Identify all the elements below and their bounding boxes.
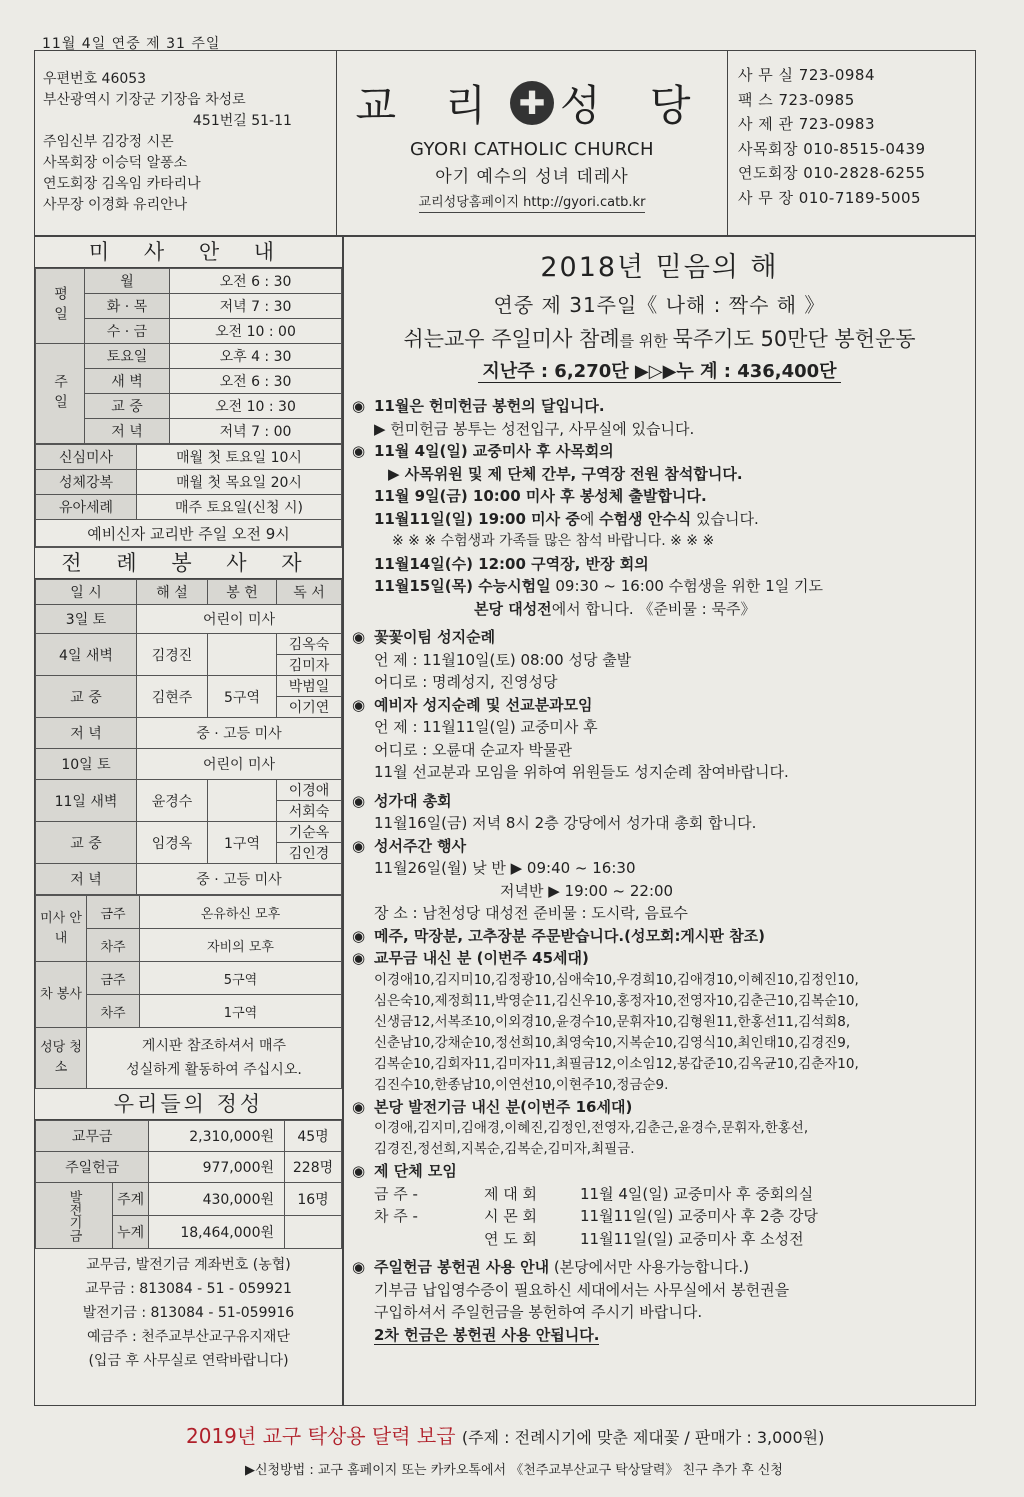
rosary-part-a: 쉬는교우 주일미사 참례: [403, 327, 620, 351]
calendar-apply-method: ▶신청방법 : 교구 홈페이지 또는 카카오톡에서 《천주교부산교구 탁상달력》 친구 추가 후 신청: [245, 1463, 783, 1478]
logo-text-right: 성 당: [560, 81, 709, 130]
cleaning-value: 5구역: [140, 962, 342, 995]
year-title: 2018년 믿음의 해: [540, 252, 779, 283]
development-donor-list: [352, 1118, 972, 1160]
notice-3-title: ◉ 꽃꽃이팀 성지순례: [352, 628, 496, 646]
right-column: [343, 236, 976, 1406]
week-label: 금주: [87, 962, 140, 995]
mass-time: 저녁 7 : 00: [170, 419, 342, 444]
server-date: 10일 토: [36, 749, 137, 780]
mass-day: 월: [85, 269, 170, 294]
mass-day: 저 녁: [85, 419, 170, 444]
staff-4: 사무장 이경화 유리안나: [43, 197, 188, 213]
mass-time: 저녁 7 : 30: [170, 294, 342, 319]
server-date: 교 중: [36, 676, 137, 718]
server-commentator: 김현주: [137, 676, 208, 718]
notice-4-title: ◉ 예비자 성지순례 및 선교분과모임: [352, 695, 593, 714]
notice-2-detail: ▶ 사목위원 및 제 단체 간부, 구역장 전원 참석합니다.: [388, 464, 743, 483]
col-header: 봉 헌: [208, 580, 277, 605]
offering-amount: 2,310,000원: [149, 1121, 285, 1152]
server-reader: 서회숙: [277, 801, 342, 822]
account-line: 예금주 : 천주교부산교구유지재단: [87, 1329, 290, 1345]
offering-amount: 977,000원: [149, 1152, 285, 1183]
notice-6-line: 저녁반 ▶ 19:00 ~ 22:00: [500, 881, 674, 900]
left-column: [34, 236, 343, 1406]
staff-1: 주임신부 김강정 시몬: [43, 134, 174, 150]
phone-yeondo-chair: 연도회장 010-2828-6255: [738, 164, 926, 182]
cross-icon: ✚: [510, 81, 554, 125]
notice-4-line: 언 제 : 11월11일(일) 교중미사 후: [374, 718, 598, 736]
notice-9-title: ◉ 본당 발전기금 내신 분(이번주 16세대): [352, 1097, 633, 1116]
phone-secretary: 사 무 장 010-7189-5005: [738, 188, 922, 207]
offering-count: 45명: [285, 1121, 342, 1152]
church-cleaning-line-1: 게시판 참조하셔서 매주: [141, 1038, 287, 1054]
tithe-donor-list: [352, 970, 972, 1096]
church-logo: [337, 73, 727, 133]
server-merged: 중 · 고등 미사: [137, 864, 342, 895]
rosary-part-b: 를 위한: [619, 332, 673, 350]
notice-3-line: 언 제 : 11월10일(토) 08:00 성당 출발: [374, 650, 632, 669]
server-commentator: 임경옥: [137, 822, 208, 864]
special-mass-time: 매월 첫 목요일 20시: [137, 470, 342, 495]
mass-time: 오전 6 : 30: [170, 269, 342, 294]
calendar-promo-title: 2019년 교구 탁상용 달력 보급: [186, 1424, 456, 1448]
server-offertory: [208, 780, 277, 822]
calendar-promo: [186, 1420, 824, 1449]
notice-2-title-text: 11월 4일(일) 교중미사 후 사목회의: [374, 442, 614, 460]
phone-fax: 팩 스 723-0985: [738, 90, 855, 109]
server-commentator: 윤경수: [137, 780, 208, 822]
patron-saint: 아기 예수의 성녀 데레사: [435, 167, 629, 187]
offering-count: [285, 1216, 342, 1249]
donor-line: 이경애10,김지미10,김정광10,심애숙10,우경희10,김애경10,이혜진10,김정인10,: [374, 971, 859, 988]
donor-line: 이경애,김지미,김애경,이혜진,김정인,전영자,김춘근,윤경수,문휘자,한홍선,: [374, 1120, 809, 1136]
offering-amount: 18,464,000원: [149, 1216, 285, 1249]
catechumen-class: 예비신자 교리반 주일 오전 9시: [36, 520, 342, 547]
notice-5-line: 11월16일(금) 저녁 8시 2층 강당에서 성가대 총회 합니다.: [374, 814, 757, 832]
group-meetings: [352, 1183, 972, 1251]
phone-directory: [727, 51, 977, 235]
notice-2-line-4: 11월11일(일) 19:00 미사 중에 수험생 안수식 있습니다.: [374, 509, 759, 528]
notice-10-title: ◉ 제 단체 모임: [352, 1162, 457, 1180]
cleaning-label: 차 봉사: [36, 962, 87, 1028]
col-header: 일 시: [36, 580, 137, 605]
notice-2-line-5: ※ ※ ※ 수험생과 가족들 많은 참석 바랍니다. ※ ※ ※: [392, 533, 715, 549]
phone-pastoral-chair: 사목회장 010-8515-0439: [738, 139, 926, 158]
week-label: 차주: [87, 929, 140, 962]
account-line: 교무금, 발전기금 계좌번호 (농협): [86, 1257, 291, 1273]
issue-date-line: 11월 4일 연중 제 31 주일: [42, 36, 221, 52]
group-meeting-row: 차 주 - 시 몬 회 11월11일(일) 교중미사 후 2층 강당: [374, 1207, 818, 1225]
notice-2-line-3: 11월 9일(금) 10:00 미사 후 봉성체 출발합니다.: [374, 487, 707, 505]
church-english-name: GYORI CATHOLIC CHURCH: [409, 139, 655, 160]
address-line-2: 451번길 51-11: [193, 113, 292, 129]
mass-time: 오전 10 : 00: [170, 319, 342, 344]
server-reader: 이기연: [277, 697, 342, 718]
liturgy-servers-table: [35, 579, 342, 895]
notice-8-title: ◉ 교무금 내신 분 (이번주 45세대): [352, 949, 589, 967]
special-mass-label: 신심미사: [36, 445, 137, 470]
offering-count: 16명: [285, 1183, 342, 1216]
donor-line: 신생금12,서복조10,이외경10,윤경수10,문휘자10,김형원11,한홍선11,김석희8,: [374, 1013, 851, 1030]
notice-5-title-text: 성가대 총회: [374, 791, 452, 810]
notice-7-title: ◉ 메주, 막장분, 고추장분 주문받습니다.(성모회:게시판 참조): [352, 926, 765, 945]
mass-time: 오후 4 : 30: [170, 344, 342, 369]
mass-day: 화 · 목: [85, 294, 170, 319]
account-line: 교무금 : 813084 - 51 - 059921: [85, 1281, 292, 1297]
rosary-part-c: 묵주기도 50만단 봉헌운동: [672, 327, 916, 351]
mass-notice-value: 온유하신 모후: [140, 896, 342, 929]
notice-3-title-text: 꽃꽃이팀 성지순례: [374, 628, 496, 646]
offering-label: 주일헌금: [36, 1152, 149, 1183]
calendar-promo-detail: (주제 : 전례시기에 맞춘 제대꽃 / 판매가 : 3,000원): [461, 1428, 825, 1447]
notice-11-title: ◉ 주일헌금 봉헌권 사용 안내 (본당에서만 사용가능합니다.): [352, 1258, 749, 1276]
notice-6-line: 11월26일(월) 낮 반 ▶ 09:40 ~ 16:30: [374, 859, 636, 877]
notice-10-title-text: 제 단체 모임: [374, 1162, 457, 1180]
server-reader: 기순옥: [277, 822, 342, 843]
special-mass-label: 유아세례: [36, 495, 137, 520]
homepage-link[interactable]: 교리성당홈페이지 http://gyori.catb.kr: [419, 191, 646, 213]
staff-2: 사목회장 이승덕 알퐁소: [43, 155, 188, 171]
notice-11-line: 기부금 납입영수증이 필요하신 세대에서는 사무실에서 봉헌권을: [374, 1280, 790, 1299]
notice-2-line-8: 본당 대성전에서 합니다. 《준비물 : 묵주》: [474, 599, 756, 618]
church-info: [35, 51, 337, 235]
notice-6-title: ◉ 성서주간 행사: [352, 836, 467, 855]
server-commentator: 김경진: [137, 634, 208, 676]
server-merged: 중 · 고등 미사: [137, 718, 342, 749]
notice-11-line-3: 2차 헌금은 봉헌권 사용 안됩니다.: [374, 1325, 600, 1344]
notice-list: [352, 395, 972, 1346]
week-title: 연중 제 31주일《 나해 : 짝수 해 》: [493, 293, 826, 317]
offering-label: 주계: [113, 1183, 149, 1216]
server-offertory: 5구역: [208, 676, 277, 718]
offering-title: 우리들의 정성: [35, 1089, 342, 1120]
donor-line: 심은숙10,제정희11,박영순11,김신우10,홍정자10,전영자10,김춘근10,김복순10,: [374, 992, 859, 1009]
offering-table: [35, 1120, 342, 1249]
notice-11-title-text: 주일헌금 봉헌권 사용 안내: [374, 1258, 550, 1276]
church-logo-block: [337, 51, 727, 235]
donor-line: 김진수10,한종남10,이연선10,이현주10,정금순9.: [374, 1076, 669, 1093]
server-reader: 이경애: [277, 780, 342, 801]
development-fund-label: 발전기금: [36, 1183, 113, 1249]
server-reader: 김옥숙: [277, 634, 342, 655]
server-merged: 어린이 미사: [137, 749, 342, 780]
sunday-label: 주일: [36, 344, 85, 444]
account-line: (입금 후 사무실로 연락바랍니다): [88, 1353, 289, 1369]
church-cleaning-line-2: 성실하게 활동하여 주십시오.: [126, 1062, 302, 1078]
special-mass-time: 매주 토요일(신청 시): [137, 495, 342, 520]
weekday-label: 평일: [36, 269, 85, 344]
rosary-campaign: [344, 323, 975, 353]
mass-time: 오전 10 : 30: [170, 394, 342, 419]
account-line: 발전기금 : 813084 - 51-059916: [82, 1305, 295, 1321]
server-offertory: [208, 634, 277, 676]
donor-line: 김경진,정선희,지복순,김복순,김미자,최필금.: [374, 1141, 635, 1157]
server-reader: 김미자: [277, 655, 342, 676]
church-cleaning-text: [87, 1028, 342, 1089]
donor-line: 신춘남10,강채순10,정선희10,최영숙10,지복순10,김영식10,최인태10,김경진9,: [374, 1034, 851, 1051]
notice-4-title-text: 예비자 성지순례 및 선교분과모임: [374, 695, 593, 714]
server-date: 3일 토: [36, 605, 137, 634]
mass-notice-label: 미사 안내: [36, 896, 87, 962]
notice-11-line: 구입하셔서 주일헌금을 봉헌하여 주시기 바랍니다.: [374, 1303, 703, 1321]
special-mass-label: 성체강복: [36, 470, 137, 495]
mass-time: 오전 6 : 30: [170, 369, 342, 394]
bulletin-header: [34, 50, 976, 236]
cleaning-value: 1구역: [140, 995, 342, 1028]
offering-label: 교무금: [36, 1121, 149, 1152]
mass-notice-value: 자비의 모후: [140, 929, 342, 962]
group-meeting-row: 금 주 - 제 대 회 11월 4일(일) 교중미사 후 중회의실: [374, 1184, 814, 1203]
offering-label: 누계: [113, 1216, 149, 1249]
mass-day: 토요일: [85, 344, 170, 369]
notice-4-line: 11월 선교분과 모임을 위하여 위원들도 성지순례 참여바랍니다.: [374, 763, 789, 781]
notice-6-title-text: 성서주간 행사: [374, 836, 467, 855]
phone-rectory: 사 제 관 723-0983: [738, 115, 875, 133]
donor-line: 김복순10,김회자11,김미자11,최필금12,이소임12,봉갑준10,김옥균10,김춘자10,: [374, 1055, 859, 1072]
notice-3-line: 어디로 : 명례성지, 진영성당: [374, 673, 558, 691]
server-reader: 박범일: [277, 676, 342, 697]
logo-text-left: 교 리: [355, 81, 504, 130]
server-date: 교 중: [36, 822, 137, 864]
notice-1-title-text: 11월은 헌미헌금 봉헌의 달입니다.: [374, 397, 605, 415]
week-label: 차주: [87, 995, 140, 1028]
notice-2-title: ◉ 11월 4일(일) 교중미사 후 사목회의: [352, 442, 614, 460]
account-info: [35, 1249, 342, 1373]
notice-1-title: ◉ 11월은 헌미헌금 봉헌의 달입니다.: [352, 397, 605, 415]
notice-8-title-text: 교무금 내신 분 (이번주 45세대): [374, 949, 589, 967]
church-cleaning-label: 성당 청소: [36, 1028, 87, 1089]
notice-11-note: (본당에서만 사용가능합니다.): [549, 1258, 749, 1276]
server-date: 저 녁: [36, 864, 137, 895]
mass-day: 새 벽: [85, 369, 170, 394]
offering-count: 228명: [285, 1152, 342, 1183]
week-label: 금주: [87, 896, 140, 929]
server-merged: 어린이 미사: [137, 605, 342, 634]
rosary-count: [344, 357, 975, 383]
rosary-count-text: 지난주 : 6,270단 ▶▷▶누 계 : 436,400단: [478, 361, 840, 383]
server-reader: 김인경: [277, 843, 342, 864]
mass-schedule-title: 미 사 안 내: [35, 237, 342, 268]
mass-schedule-table: [35, 268, 342, 444]
server-offertory: 1구역: [208, 822, 277, 864]
group-meeting-row: 연 도 회 11월11일(일) 교중미사 후 소성전: [484, 1229, 804, 1248]
mass-day: 교 중: [85, 394, 170, 419]
offering-amount: 430,000원: [149, 1183, 285, 1216]
server-date: 4일 새벽: [36, 634, 137, 676]
liturgy-servers-title: 전 례 봉 사 자: [35, 547, 342, 579]
col-header: 해 설: [137, 580, 208, 605]
mass-day: 수 · 금: [85, 319, 170, 344]
special-mass-time: 매월 첫 토요일 10시: [137, 445, 342, 470]
address-line-1: 부산광역시 기장군 기장읍 차성로: [43, 92, 246, 108]
notice-7-title-text: 메주, 막장분, 고추장분 주문받습니다.(성모회:게시판 참조): [374, 926, 765, 945]
server-date: 11일 새벽: [36, 780, 137, 822]
notices-table: [35, 895, 342, 1089]
postal-code: 우편번호 46053: [43, 71, 147, 87]
notice-2-line-7: 11월15일(목) 수능시험일 09:30 ~ 16:00 수험생을 위한 1일 기도: [374, 577, 823, 595]
server-date: 저 녁: [36, 718, 137, 749]
notice-2-line-6: 11월14일(수) 12:00 구역장, 반장 회의: [374, 554, 649, 573]
notice-6-line: 장 소 : 남천성당 대성전 준비물 : 도시락, 음료수: [374, 904, 688, 922]
notice-5-title: ◉ 성가대 총회: [352, 791, 452, 810]
notice-9-title-text: 본당 발전기금 내신 분(이번주 16세대): [374, 1097, 633, 1116]
notice-1-detail: ▶ 헌미헌금 봉투는 성전입구, 사무실에 있습니다.: [374, 419, 695, 438]
col-header: 독 서: [277, 580, 342, 605]
staff-3: 연도회장 김옥임 카타리나: [43, 176, 201, 192]
special-mass-table: [35, 444, 342, 547]
phone-office: 사 무 실 723-0984: [738, 66, 875, 84]
notice-4-line: 어디로 : 오륜대 순교자 박물관: [374, 740, 573, 759]
